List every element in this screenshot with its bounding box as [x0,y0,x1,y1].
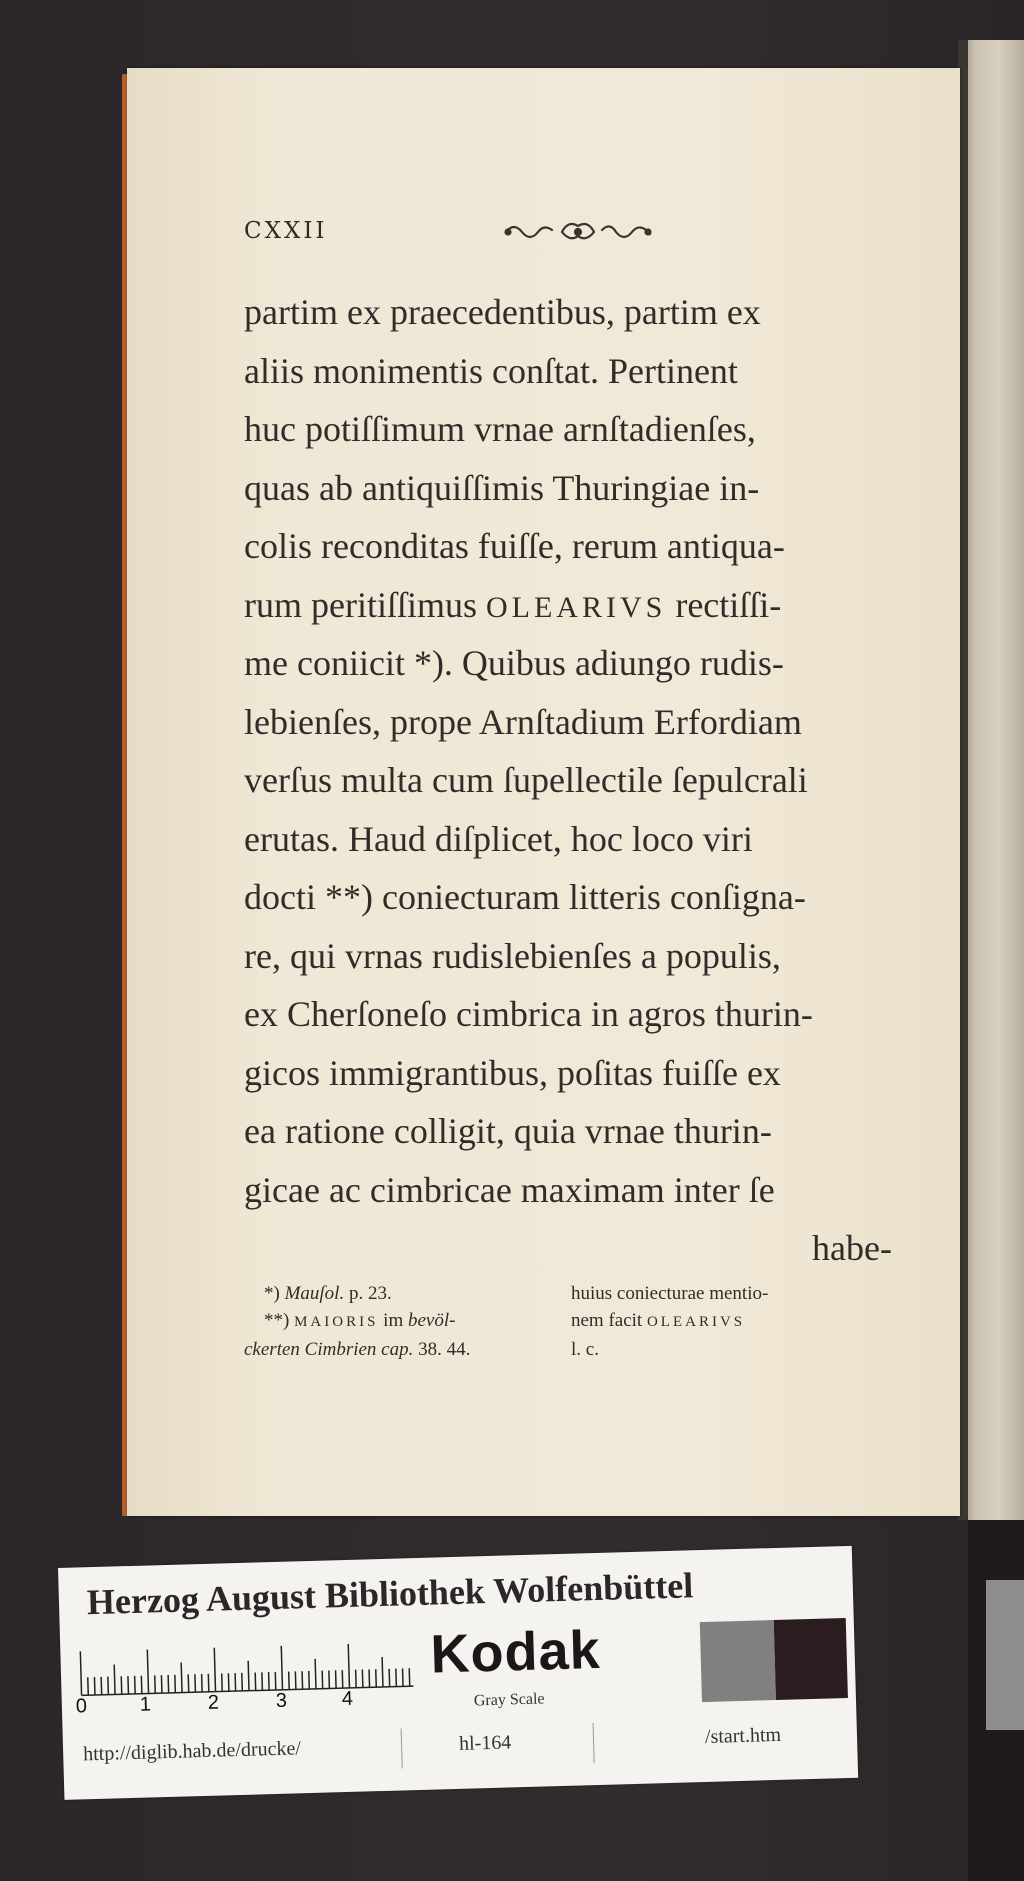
ruler-tick [409,1668,410,1686]
page-header [244,216,664,256]
ruler-tick [289,1672,290,1690]
ruler-tick [248,1661,249,1691]
ruler-tick [147,1650,148,1694]
gray-scale-label: Gray Scale [473,1690,545,1710]
ruler-number: 0 [75,1695,88,1718]
ruler-tick [235,1673,236,1691]
ruler-number: 2 [207,1691,220,1714]
text-line: me coniicit *). Quibus adiungo rudis- [244,643,784,683]
footnote-page: 38. 44. [418,1339,471,1360]
footnote-2 [244,1307,564,1336]
footnote-column-left [244,1280,564,1363]
text-line: gicae ac cimbricae maximam inter ſe [244,1169,775,1210]
ruler-tick [376,1669,377,1687]
gray-swatch [700,1620,776,1702]
ruler-tick [222,1673,223,1691]
ruler-tick [396,1669,397,1687]
ruler-baseline [82,1686,414,1695]
ruler-tick [202,1674,203,1692]
ruler-tick [389,1669,390,1687]
catchword: habe- [812,1228,892,1268]
ruler-tick [121,1676,122,1694]
ruler-tick [101,1677,102,1695]
text-line: re, qui vrnas rudislebienſes a populis, [244,935,781,976]
author-olearius: OLEARIVS [485,590,667,624]
facing-page-edge [958,40,1024,1520]
text-line: lebienſes, prope Arnſtadium Erfordiam [244,701,802,742]
ruler-tick [155,1675,156,1693]
ruler-tick [295,1671,296,1689]
page-number: CXXII [244,218,328,244]
ruler-tick [80,1651,81,1695]
body-text [244,283,892,1278]
footnote-word: im [383,1310,404,1331]
ruler-tick [403,1668,404,1686]
ruler-tick [322,1671,323,1689]
ruler-tick [195,1674,196,1692]
text-line: aliis monimentis conſtat. Pertinent [244,350,738,391]
ruler-number: 1 [139,1693,152,1716]
ruler-tick [94,1677,95,1695]
text-line: quas ab antiquiſſimis Thuringiae in- [244,467,760,508]
text-line: ea ratione colligit, quia vrnae thurin- [244,1111,772,1151]
ruler-tick [168,1675,169,1693]
ruler-tick [208,1674,209,1692]
footnote-work: bevöl- [407,1310,456,1331]
ruler-tick [135,1676,136,1694]
ruler-tick [275,1672,276,1690]
ruler-tick [269,1672,270,1690]
dark-swatch [774,1618,848,1700]
footnote-2-cont [244,1336,564,1363]
facing-label-patch [986,1580,1024,1730]
ruler-tick [348,1644,349,1688]
ruler-tick [255,1673,256,1691]
text-line: ex Cherſoneſo cimbrica in agros thurin- [244,994,813,1034]
text-line: verſus multa cum ſupellectile ſepulcrali [244,760,808,800]
ruler-tick [336,1670,337,1688]
ruler-tick [382,1657,383,1687]
separator [593,1723,595,1763]
ruler-tick [181,1663,182,1693]
facing-dark-area [968,1520,1024,1881]
ruler-tick [369,1669,370,1687]
ruler-tick [356,1670,357,1688]
footnote-right-line: huius coniecturae mentio- [571,1283,769,1304]
ruler-tick [128,1676,129,1694]
text-line: huc potiſſimum vrnae arnſtadienſes, [244,409,756,449]
text-line [244,576,892,635]
text-segment: rectiſſi- [675,584,782,625]
kodak-logo: Kodak [429,1619,602,1685]
text-line: colis reconditas fuiſſe, rerum antiqua- [244,526,785,566]
url-suffix: /start.htm [704,1723,782,1748]
ruler [74,1638,414,1718]
text-line: gicos immigrantibus, poſitas fuiſſe ex [244,1052,781,1093]
ruler-tick [281,1646,282,1690]
ruler-tick [141,1676,142,1694]
ruler-tick [242,1673,243,1691]
footnote-author: MAIORIS [294,1314,379,1330]
ruler-tick [309,1671,310,1689]
ruler-tick [329,1670,330,1688]
footnote-author: OLEARIVS [646,1314,746,1330]
ruler-tick [175,1675,176,1693]
footnote-1 [244,1280,564,1307]
ruler-tick [228,1673,229,1691]
ruler-tick [302,1671,303,1689]
ruler-tick [362,1670,363,1688]
footnote-right-line [571,1307,895,1336]
ruler-tick [188,1674,189,1692]
ornament-icon [502,216,654,248]
footnote-column-right [571,1280,895,1363]
ruler-tick [342,1670,343,1688]
ruler-ticks [74,1638,413,1697]
text-segment: rum peritiſſimus [244,584,477,625]
scan-target-card [58,1546,858,1800]
url-prefix: http://diglib.hab.de/drucke/ [82,1737,302,1766]
text-line: erutas. Haud diſplicet, hoc loco viri [244,818,753,859]
separator [401,1728,403,1768]
footnote-right-line: l. c. [571,1339,599,1360]
ruler-tick [315,1659,316,1689]
library-name: Herzog August Bibliothek Wolfenbüttel [86,1565,694,1623]
ruler-tick [114,1664,115,1694]
footnote-mark: **) [264,1310,290,1331]
ruler-tick [214,1648,215,1692]
text-line: partim ex praecedentibus, partim ex [244,292,761,332]
ruler-tick [108,1677,109,1695]
footnote-work: ckerten Cimbrien cap. [244,1339,414,1360]
ruler-tick [88,1677,89,1695]
signature: hl-164 [458,1731,512,1755]
ruler-number: 4 [341,1687,354,1711]
footnote-word: nem facit [571,1310,643,1331]
footnote-page: p. 23. [348,1283,392,1304]
footnote-work: Mauſol. [284,1283,345,1304]
ruler-number: 3 [275,1689,288,1712]
footnote-mark: *) [264,1283,280,1304]
ruler-tick [262,1672,263,1690]
ruler-tick [161,1675,162,1693]
text-line: docti **) coniecturam litteris conſigna- [244,877,806,917]
